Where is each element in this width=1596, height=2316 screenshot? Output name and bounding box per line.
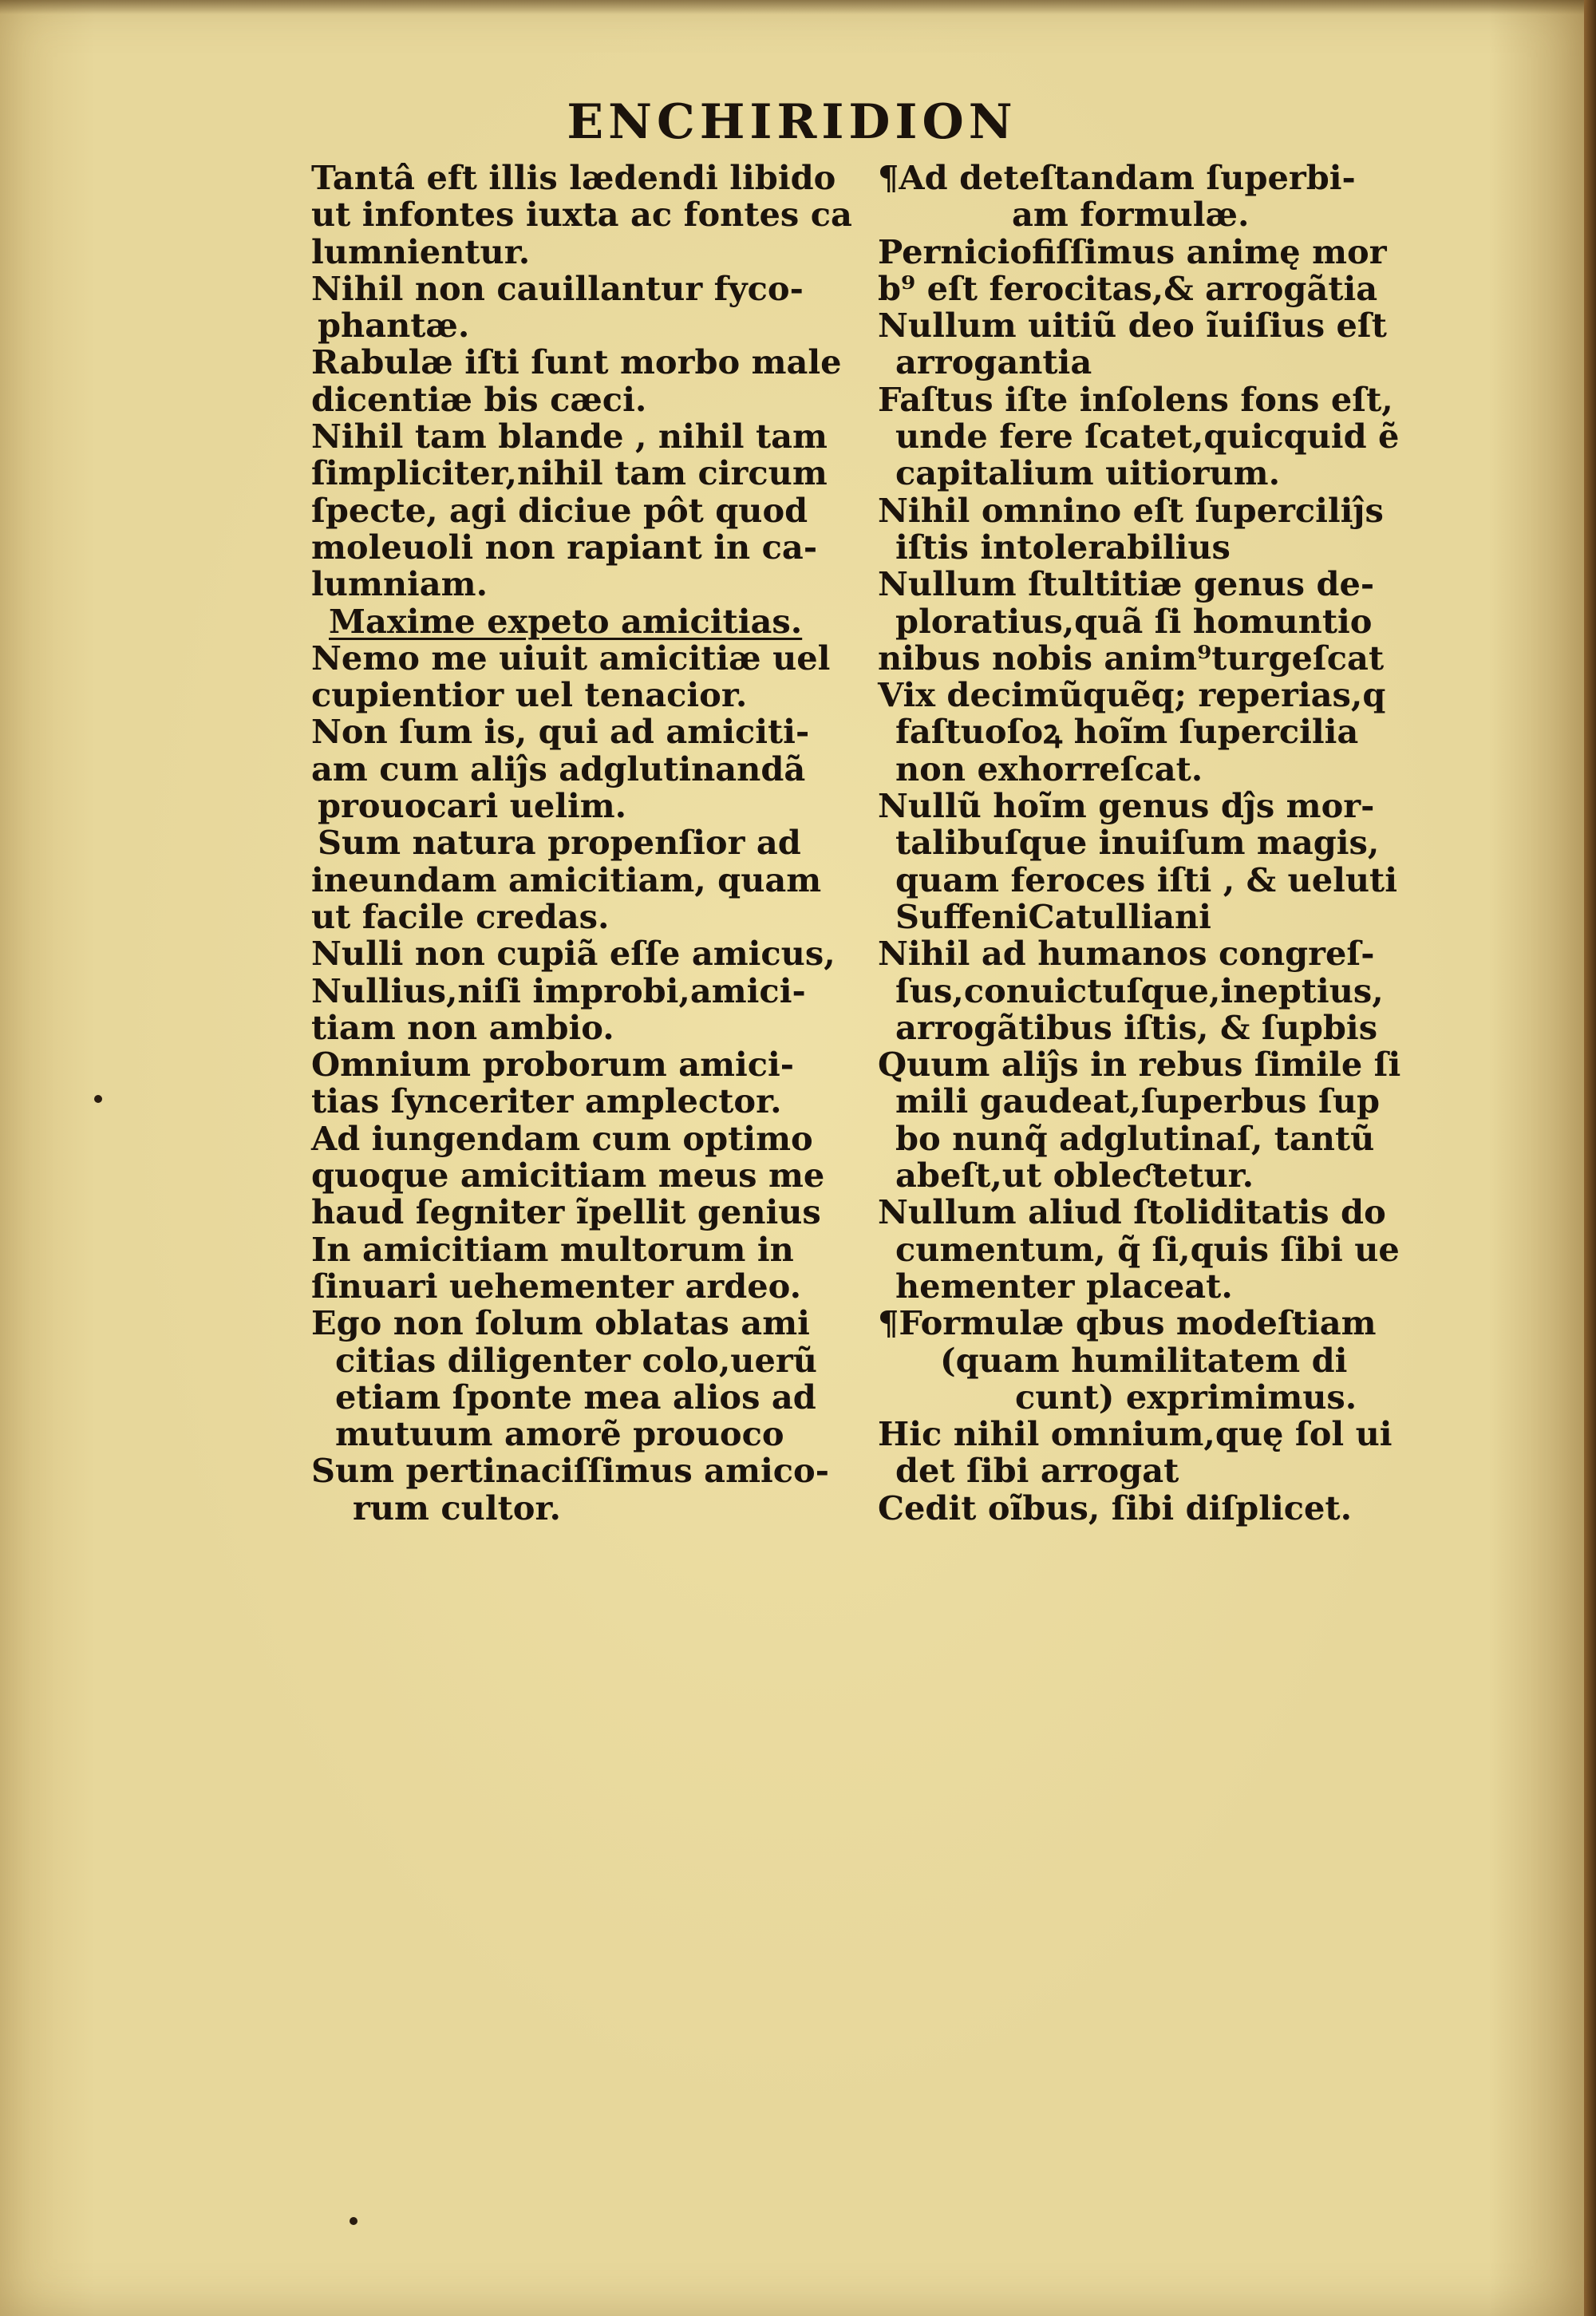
text-line: (quam humilitatem di (940, 1340, 1348, 1380)
text-line: prouocari uelim. (318, 786, 627, 826)
text-line: moleuoli non rapiant in ca- (311, 527, 818, 567)
text-line: Tantâ eft illis lædendi libido (311, 158, 836, 197)
text-line: quoque amicitiam meus me (311, 1156, 825, 1196)
text-line: Nihil ad humanos congreſ- (878, 934, 1375, 974)
text-line: Quum aliĵs in rebus ſimile ſi (878, 1045, 1401, 1085)
text-line: Ego non ſolum oblatas ami (311, 1303, 810, 1343)
text-line: tias ſynceriter amplector. (311, 1081, 782, 1121)
text-line: ut facile credas. (311, 896, 610, 936)
text-line: arrogãtibus iſtis, & ſupbis (895, 1007, 1378, 1047)
text-line: lumnientur. (311, 231, 531, 271)
ink-speck (94, 1095, 102, 1103)
text-line: ſus,conuictuſque,ineptius, (895, 970, 1384, 1010)
text-line: In amicitiam multorum in (311, 1229, 794, 1269)
text-line: Hic nihil omnium,quę ſol ui (878, 1414, 1393, 1454)
text-line: Nullius,niſi improbi,amici- (311, 970, 806, 1010)
text-line: ſinuari uehementer ardeo. (311, 1266, 802, 1306)
text-line: nibus nobis anim⁹turgeſcat (878, 638, 1385, 678)
left-column (311, 160, 870, 1527)
page-header: ENCHIRIDION (567, 94, 1017, 150)
text-line: cupientior uel tenacior. (311, 675, 748, 715)
text-line: Nemo me uiuit amicitiæ uel (311, 638, 831, 678)
text-line: am formulæ. (1012, 195, 1250, 235)
text-line: Omnium proborum amici- (311, 1045, 795, 1085)
text-line: quam feroces iſti , & ueluti (895, 860, 1397, 899)
text-line: haud ſegniter ĩpellit genius (311, 1192, 821, 1232)
text-line: faſtuoſoꝝ hoĩm ſupercilia (895, 712, 1359, 752)
text-line: Non ſum is, qui ad amiciti- (311, 712, 810, 752)
text-line: iſtis intolerabilius (895, 527, 1231, 567)
text-line: Nullum uitiũ deo ĩuiſius eſt (878, 306, 1387, 346)
text-line: Nihil tam blande , nihil tam (311, 417, 828, 456)
text-line: SuffeniCatulliani (895, 896, 1211, 936)
text-line: Cedit oĩbus, ſibi diſplicet. (878, 1488, 1353, 1528)
text-line: arrogantia (895, 342, 1092, 382)
page-edge (1584, 0, 1596, 2316)
text-line: Maxime expeto amicitias. (329, 601, 803, 641)
text-line: cunt) exprimimus. (1015, 1377, 1357, 1417)
text-line: det ſibi arrogat (895, 1451, 1179, 1491)
text-line: ſpecte, agi diciue pôt quod (311, 490, 808, 530)
text-line: lumniam. (311, 564, 488, 604)
ink-speck (350, 2217, 358, 2225)
text-line: Sum natura propenſior ad (318, 823, 801, 863)
text-line: Nullũ hoĩm genus dĵs mor- (878, 786, 1375, 826)
page-top-shadow (0, 0, 1584, 14)
text-line: Rabulæ iſti ſunt morbo male (311, 342, 842, 382)
text-line: b⁹ eſt ferocitas,& arrogãtia (878, 268, 1378, 308)
text-line: Ad iungendam cum optimo (311, 1118, 813, 1158)
text-line: am cum aliĵs adglutinandã (311, 749, 806, 788)
right-column (878, 160, 1532, 1527)
text-line: Nullum aliud ſtoliditatis do (878, 1192, 1386, 1232)
text-line: Vix decimũquẽq; reperias,q (878, 675, 1386, 715)
text-line: ineundam amicitiam, quam (311, 860, 822, 899)
text-line: ſimpliciter,nihil tam circum (311, 453, 828, 493)
text-line: rum cultor. (353, 1488, 561, 1528)
text-line: non exhorreſcat. (895, 749, 1203, 788)
text-line: abeſt,ut obleƈtetur. (895, 1156, 1254, 1196)
text-line: Sum pertinaciſſimus amico- (311, 1451, 829, 1491)
text-line: phantæ. (318, 306, 470, 346)
text-line: Nihil non cauillantur fyco- (311, 268, 804, 308)
text-line: ¶Ad deteſtandam ſuperbi- (878, 158, 1356, 197)
text-line: Perniciofiſſimus animę mor (878, 231, 1387, 271)
text-line: capitalium uitiorum. (895, 453, 1281, 493)
text-line: mili gaudeat,ſuperbus ſup (895, 1081, 1381, 1121)
text-line: Nulli non cupiã eſſe amicus, (311, 934, 836, 974)
text-line: mutuum amorẽ prouoco (335, 1414, 784, 1454)
text-line: Nullum ſtultitiæ genus de- (878, 564, 1375, 604)
text-line: cumentum, q̃ ſi,quis ſibi ue (895, 1229, 1400, 1269)
text-line: Faſtus iſte inſolens fons eſt, (878, 379, 1393, 419)
text-line: Nihil omnino eſt ſuperciliĵs (878, 490, 1384, 530)
text-line: ploratius,quã ſi homuntio (895, 601, 1373, 641)
text-line: dicentiæ bis cæci. (311, 379, 647, 419)
text-line: tiam non ambio. (311, 1007, 614, 1047)
text-line: citias diligenter colo,uerũ (335, 1340, 817, 1380)
text-line: ut infontes iuxta ac fontes ca (311, 195, 852, 235)
text-line: unde fere ſcatet,quicquid ẽ (895, 417, 1400, 456)
text-line: bo nunq̃ adglutinaſ, tantũ (895, 1118, 1375, 1158)
text-line: ¶Formulæ qbus modeſtiam (878, 1303, 1377, 1343)
text-line: hementer placeat. (895, 1266, 1233, 1306)
text-line: talibuſque inuiſum magis, (895, 823, 1380, 863)
text-line: etiam ſponte mea alios ad (335, 1377, 816, 1417)
